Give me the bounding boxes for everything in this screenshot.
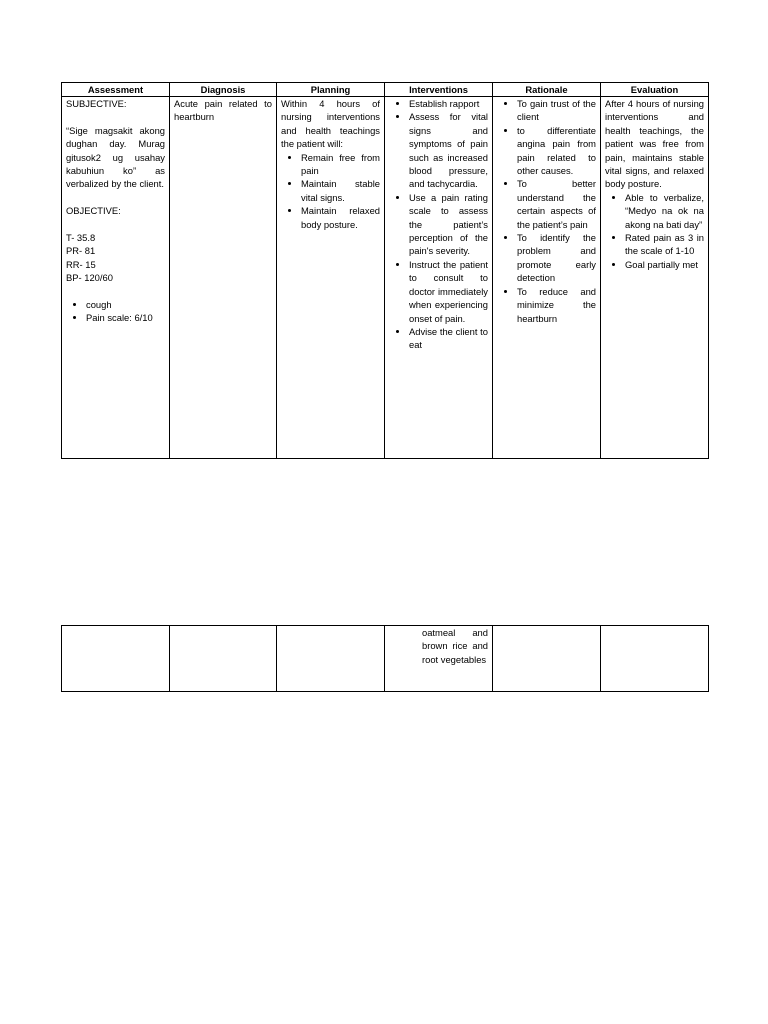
list-item: • to differentiate angina pain from pain related to other causes. [517, 124, 596, 178]
list-item: • Rated pain as 3 in the scale of 1-10 [625, 231, 704, 258]
list-item: • cough [86, 298, 165, 311]
evaluation-list [605, 191, 704, 271]
objective-list [66, 298, 165, 325]
diagnosis-text: Acute pain related to heartburn [174, 98, 272, 123]
list-item: • Goal partially met [625, 258, 704, 271]
header-interventions: Interventions [385, 83, 493, 97]
interventions-cell [385, 97, 493, 459]
objective-label: OBJECTIVE: [66, 205, 121, 217]
header-evaluation: Evaluation [601, 83, 709, 97]
planning-cell [277, 97, 385, 459]
care-plan-continuation-table [61, 625, 709, 692]
header-diagnosis: Diagnosis [170, 83, 277, 97]
list-item: • Assess for vital signs and symptoms of pain such as increased blood pressure, and tachycardia. [409, 110, 488, 190]
rationale-list [497, 97, 596, 325]
planning-list [281, 151, 380, 231]
care-plan-table [61, 82, 709, 459]
interventions-cell-continued [385, 626, 493, 692]
content-row [62, 97, 709, 459]
planning-cell-continued [277, 626, 385, 692]
list-item: • To reduce and minimize the heartburn [517, 285, 596, 325]
diagnosis-cell-continued [170, 626, 277, 692]
header-rationale: Rationale [493, 83, 601, 97]
list-item: • Maintain relaxed body posture. [301, 204, 380, 231]
list-item: • Use a pain rating scale to assess the patient’s perception of the pain's severity. [409, 191, 488, 258]
continuation-row [62, 626, 709, 692]
planning-intro: Within 4 hours of nursing interventions and health teachings the patient will: [281, 98, 380, 150]
list-item: • Instruct the patient to consult to doctor immediately when experiencing onset of pain. [409, 258, 488, 325]
evaluation-cell [601, 97, 709, 459]
list-item: • Pain scale: 6/10 [86, 311, 165, 324]
rationale-cell [493, 97, 601, 459]
vital-temperature: T- 35.8 [66, 232, 96, 244]
diagnosis-cell [170, 97, 277, 459]
vital-pulse-rate: PR- 81 [66, 245, 96, 257]
assessment-cell [62, 97, 170, 459]
subjective-label: SUBJECTIVE: [66, 98, 127, 109]
list-item: • Remain free from pain [301, 151, 380, 178]
list-item: • Establish rapport [409, 97, 488, 110]
header-planning: Planning [277, 83, 385, 97]
header-assessment: Assessment [62, 83, 170, 97]
assessment-cell-continued [62, 626, 170, 692]
list-item: • Maintain stable vital signs. [301, 177, 380, 204]
evaluation-intro: After 4 hours of nursing interventions and health teachings, the patient was free from pain, maintains stable vital signs, and relaxed body posture. [605, 98, 704, 190]
subjective-quote: “Sige magsakit akong dughan day. Murag gitusok2 ug usahay kabuhiun ko” as verbalized by the client. [66, 124, 165, 190]
list-item: • To better understand the certain aspects of the patient’s pain [517, 177, 596, 231]
evaluation-cell-continued [601, 626, 709, 692]
header-row [62, 83, 709, 97]
vital-respiratory-rate: RR- 15 [66, 258, 96, 270]
list-item: • Advise the client to eat [409, 325, 488, 352]
interventions-continued-text: oatmeal and brown rice and root vegetables [422, 627, 488, 665]
list-item: • To identify the problem and promote early detection [517, 231, 596, 285]
rationale-cell-continued [493, 626, 601, 692]
list-item: • Able to verbalize, “Medyo na ok na akong na bati day” [625, 191, 704, 231]
vital-blood-pressure: BP- 120/60 [66, 272, 113, 284]
list-item: • To gain trust of the client [517, 97, 596, 124]
interventions-list [389, 97, 488, 352]
